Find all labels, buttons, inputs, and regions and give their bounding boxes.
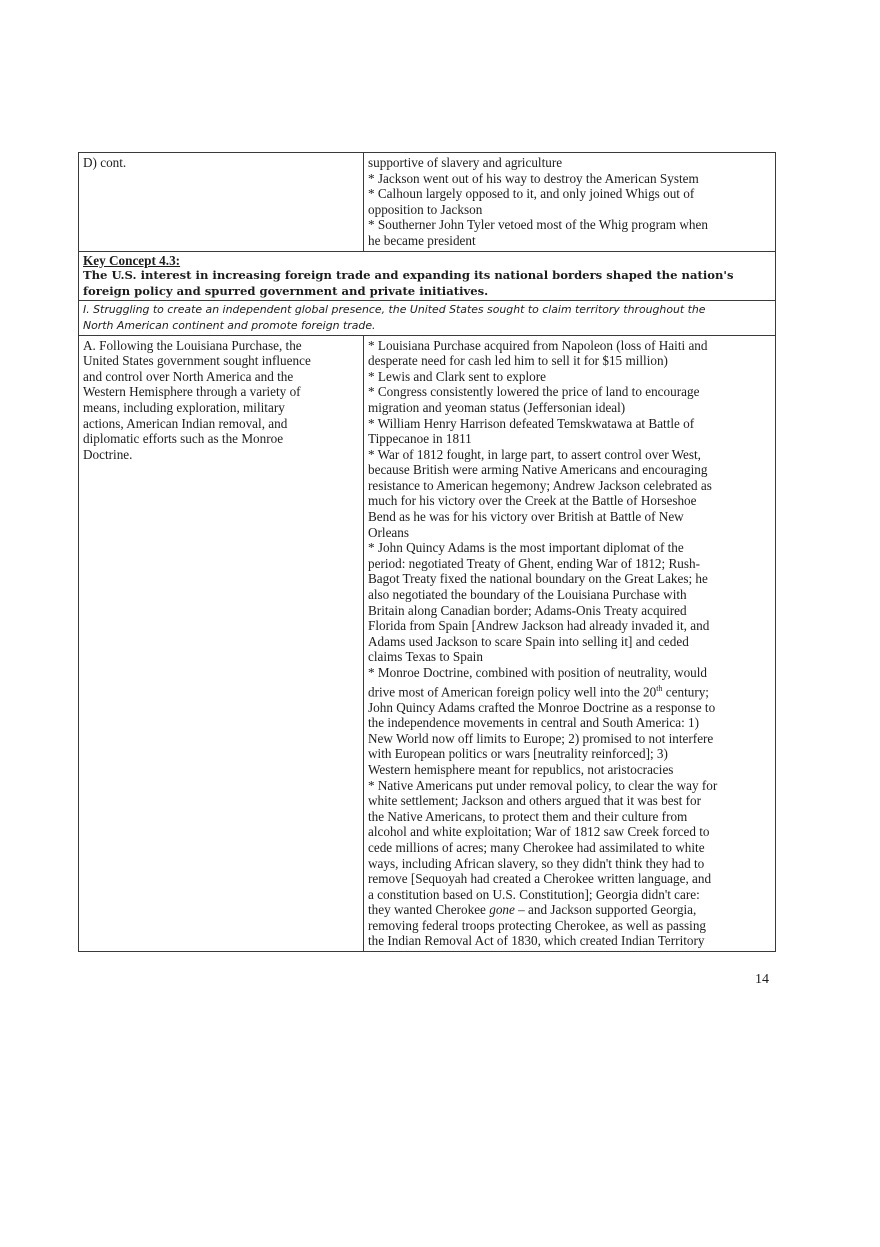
- text-line: also negotiated the boundary of the Louisiana Purchase with: [368, 587, 687, 603]
- text-line: * Jackson went out of his way to destroy the American System: [368, 170, 699, 186]
- text-line: Western Hemisphere through a variety of: [83, 384, 301, 400]
- notes-table: [78, 152, 776, 952]
- text-line: resistance to American hegemony; Andrew Jackson celebrated as: [368, 477, 712, 493]
- row-a: [79, 336, 775, 952]
- row-a-left: [79, 336, 364, 952]
- text-line: migration and yeoman status (Jeffersonian ideal): [368, 399, 626, 415]
- text-line: drive most of American foreign policy well into the 20th century;: [368, 683, 709, 699]
- text-line: Doctrine.: [83, 446, 133, 462]
- text-line: North American continent and promote foreign trade.: [83, 318, 376, 332]
- text-line: he became president: [368, 232, 476, 248]
- text-line: claims Texas to Spain: [368, 649, 483, 665]
- page-number: 14: [755, 972, 769, 987]
- text-line: * Native Americans put under removal policy, to clear the way for: [368, 777, 718, 793]
- text-line: cede millions of acres; many Cherokee had assimilated to white: [368, 839, 705, 855]
- text-line: alcohol and white exploitation; War of 1812 saw Creek forced to: [368, 824, 710, 840]
- text-line: the independence movements in central and South America: 1): [368, 715, 700, 731]
- text-line: * John Quincy Adams is the most important diplomat of the: [368, 540, 684, 556]
- text-line: actions, American Indian removal, and: [83, 415, 288, 431]
- text-line: * Congress consistently lowered the price of land to encourage: [368, 384, 700, 400]
- text-line: Bagot Treaty fixed the national boundary on the Great Lakes; he: [368, 571, 708, 587]
- text-line: * William Henry Harrison defeated Temskwatawa at Battle of: [368, 415, 695, 431]
- text-line: Florida from Spain [Andrew Jackson had already invaded it, and: [368, 618, 710, 634]
- text-line: * Louisiana Purchase acquired from Napoleon (loss of Haiti and: [368, 337, 708, 353]
- text-line: United States government sought influence: [83, 353, 311, 369]
- row-continued-left: [79, 153, 364, 251]
- text-line: foreign policy and spurred government and private initiatives.: [83, 283, 489, 298]
- text-line: * Lewis and Clark sent to explore: [368, 368, 546, 384]
- text-line: white settlement; Jackson and others argued that it was best for: [368, 793, 702, 809]
- text-line: Bend as he was for his victory over British at Battle of New: [368, 509, 684, 525]
- key-concept-text: [83, 268, 733, 299]
- key-concept-row: [79, 252, 775, 302]
- text-line: period: negotiated Treaty of Ghent, ending War of 1812; Rush-: [368, 555, 700, 571]
- text-line: A. Following the Louisiana Purchase, the: [83, 337, 302, 353]
- text-line: diplomatic efforts such as the Monroe: [83, 431, 284, 447]
- text-line: with European politics or wars [neutrality reinforced]; 3): [368, 746, 668, 762]
- key-concept-heading: Key Concept 4.3:: [83, 252, 181, 268]
- text-line: I. Struggling to create an independent global presence, the United States sought to claim territory throughout the: [83, 303, 706, 317]
- text-line: the Indian Removal Act of 1830, which created Indian Territory: [368, 933, 705, 949]
- text-line: Adams used Jackson to scare Spain into selling it] and ceded: [368, 633, 689, 649]
- text-line: Britain along Canadian border; Adams-Onis Treaty acquired: [368, 602, 687, 618]
- text-line: removing federal troops protecting Cherokee, as well as passing: [368, 917, 707, 933]
- text-line: and control over North America and the: [83, 368, 294, 384]
- text-line: a constitution based on U.S. Constitution]; Georgia didn't care:: [368, 886, 700, 902]
- text-line: much for his victory over the Creek at the Battle of Horseshoe: [368, 493, 697, 509]
- text-line: * Calhoun largely opposed to it, and only joined Whigs out of: [368, 186, 695, 202]
- section-label: D) cont.: [83, 155, 127, 170]
- row-continued: [79, 153, 775, 252]
- text-line: remove [Sequoyah had created a Cherokee written language, and: [368, 871, 712, 887]
- text-line: * Southerner John Tyler vetoed most of the Whig program when: [368, 217, 708, 233]
- text-line: Orleans: [368, 524, 410, 540]
- text-line: The U.S. interest in increasing foreign trade and expanding its national borders shaped the nation's: [83, 268, 734, 283]
- text-line: because British were arming Native Americans and encouraging: [368, 462, 708, 478]
- row-continued-right: [364, 153, 775, 251]
- text-line: opposition to Jackson: [368, 201, 483, 217]
- text-line: Tippecanoe in 1811: [368, 431, 472, 447]
- text-line: ways, including African slavery, so they didn't think they had to: [368, 855, 705, 871]
- text-line: * War of 1812 fought, in large part, to assert control over West,: [368, 446, 701, 462]
- text-line: * Monroe Doctrine, combined with position of neutrality, would: [368, 665, 708, 680]
- text-line: the Native Americans, to protect them and their culture from: [368, 808, 688, 824]
- section-i-row: [79, 301, 775, 335]
- row-a-right: [364, 336, 775, 952]
- text-line: Western hemisphere meant for republics, not aristocracies: [368, 761, 674, 777]
- section-i-text: [83, 302, 706, 333]
- text-line: means, including exploration, military: [83, 399, 285, 415]
- text-line: John Quincy Adams crafted the Monroe Doctrine as a response to: [368, 699, 716, 715]
- text-line: New World now off limits to Europe; 2) promised to not interfere: [368, 730, 714, 746]
- text-line: they wanted Cherokee gone – and Jackson supported Georgia,: [368, 902, 697, 918]
- text-line: supportive of slavery and agriculture: [368, 155, 563, 170]
- text-line: desperate need for cash led him to sell it for $15 million): [368, 353, 668, 369]
